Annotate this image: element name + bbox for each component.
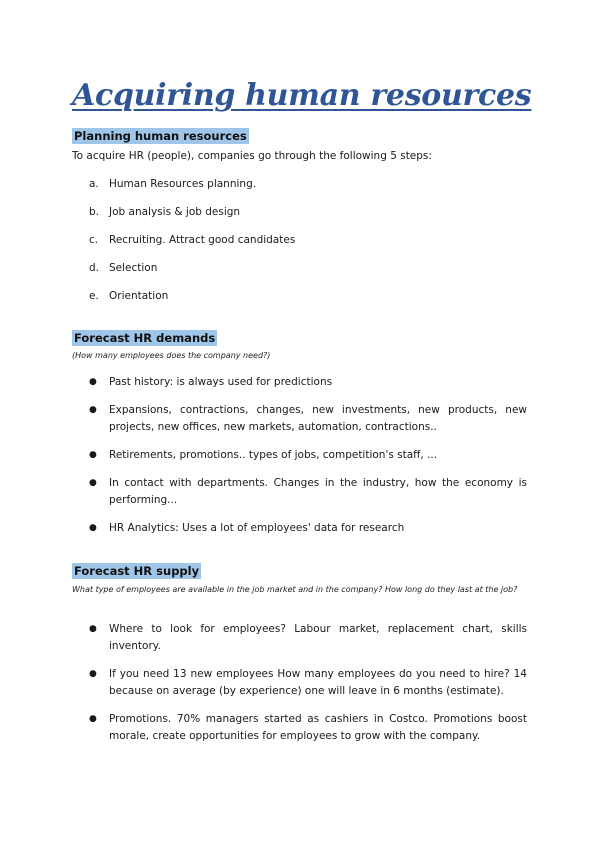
list-item [89,234,295,246]
bullet-icon: ● [89,714,97,724]
bullet-icon: ● [89,624,97,634]
list-marker: e. [89,290,99,302]
list-item-text: In contact with departments. Changes in the industry, how the economy is performing... [109,477,527,506]
list-marker: b. [89,206,100,218]
list-item [89,290,168,302]
list-item-text: Selection [109,262,158,274]
bullet-icon: ● [89,377,97,387]
bullet-icon: ● [89,405,97,415]
list-item-text: Orientation [109,290,169,302]
list-item-text: Expansions, contractions, changes, new investments, new products, new projects, new offices, new markets, automation, contractions.. [109,404,527,433]
list-item [89,621,527,655]
bullet-icon: ● [89,669,97,679]
list-item [89,402,527,436]
demands-note: (How many employees does the company need?) [72,351,271,360]
list-item-text: Job analysis & job design [109,206,241,218]
list-item [89,475,527,509]
list-marker: a. [89,178,99,190]
list-item-text: Promotions. 70% managers started as cashiers in Costco. Promotions boost morale, create opportunities for employees to grow with the company. [109,713,527,742]
list-item-text: Human Resources planning. [109,178,257,190]
list-item [89,262,157,274]
bullet-icon: ● [89,523,97,533]
list-item [89,447,527,464]
section-heading-planning: Planning human resources [74,129,247,143]
list-marker: c. [89,234,99,246]
list-item [89,178,256,190]
list-item [89,206,240,218]
list-item-text: Where to look for employees? Labour market, replacement chart, skills inventory. [109,623,527,652]
section-heading-supply: Forecast HR supply [74,564,200,578]
document-title: Acquiring human resources [72,78,532,113]
list-item [89,711,527,745]
list-item-text: Past history: is always used for predictions [109,376,333,388]
section-heading-demands: Forecast HR demands [74,331,216,345]
bullet-icon: ● [89,478,97,488]
list-item [89,520,527,537]
supply-note: What type of employees are available in the job market and in the company? How long do they last at the job? [72,585,518,594]
list-item [89,666,527,700]
list-marker: d. [89,262,100,274]
list-item-text: If you need 13 new employees How many employees do you need to hire? 14 because on average (by experience) one will leave in 6 months (estimate). [109,668,527,697]
list-item-text: Retirements, promotions.. types of jobs, competition's staff, ... [109,449,438,461]
planning-intro: To acquire HR (people), companies go through the following 5 steps: [72,150,432,162]
list-item [89,374,527,391]
list-item-text: HR Analytics: Uses a lot of employees' data for research [109,522,405,534]
list-item-text: Recruiting. Attract good candidates [109,234,296,246]
bullet-icon: ● [89,450,97,460]
